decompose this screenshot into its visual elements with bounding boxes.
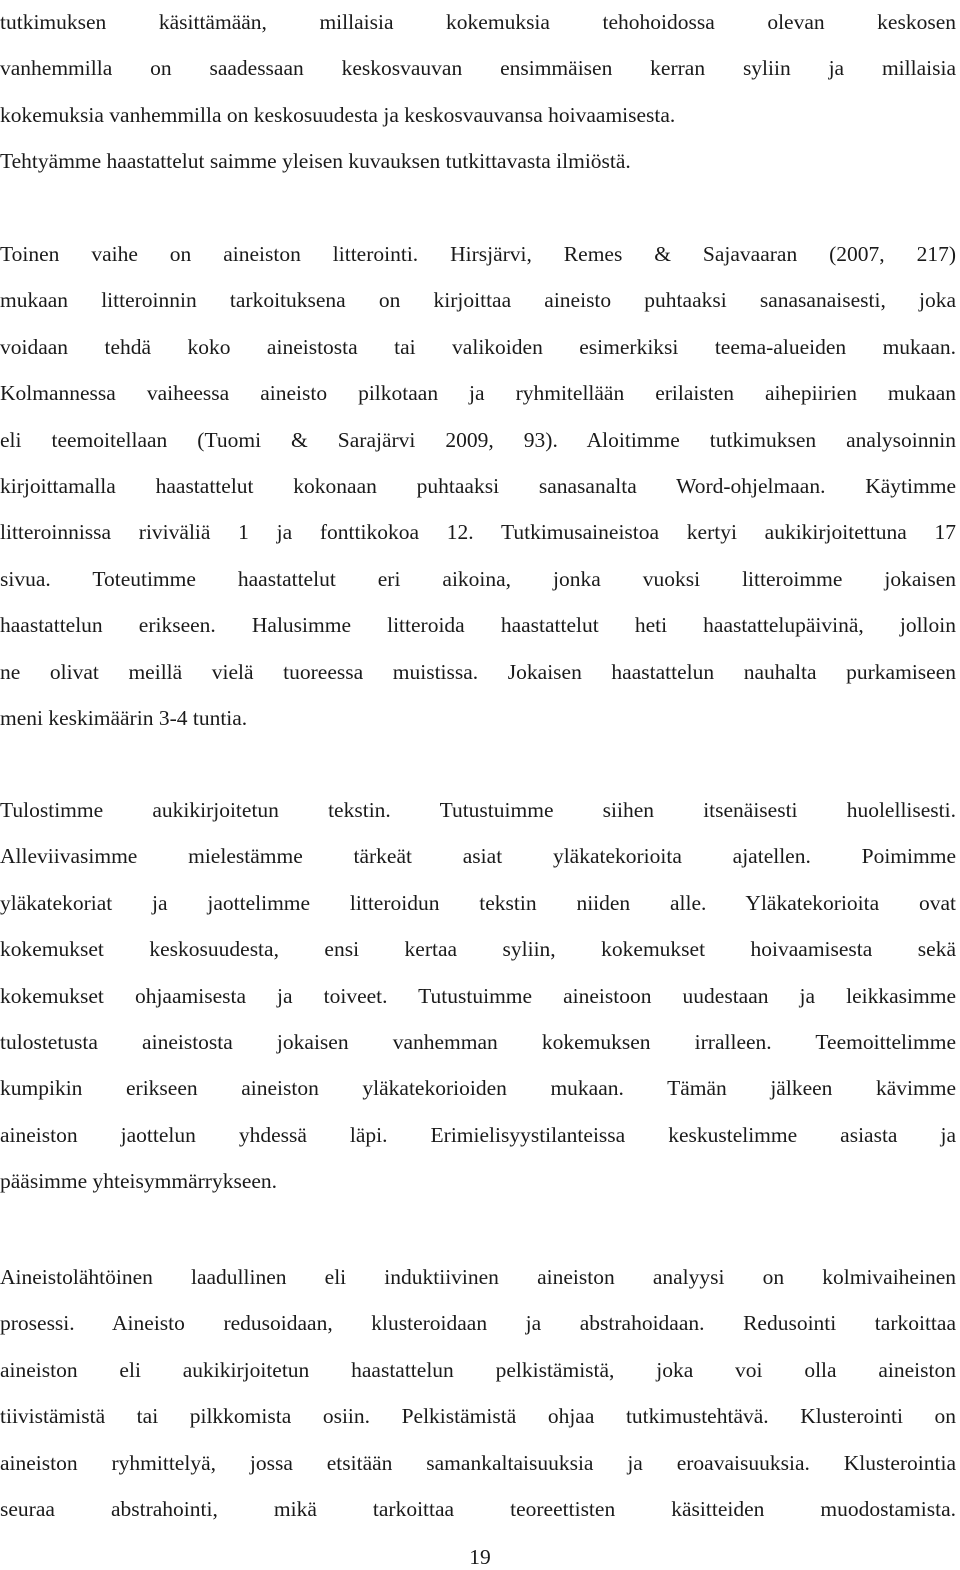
- text-line: voidaan tehdä koko aineistosta tai valikoiden esimerkiksi teema-alueiden mukaan.: [0, 334, 956, 359]
- text-line: Tulostimme aukikirjoitetun tekstin. Tutustuimme siihen itsenäisesti huolellisesti.: [0, 798, 956, 822]
- text-line: kokemukset keskosuudesta, ensi kertaa syliin, kokemukset hoivaamisesta sekä: [0, 937, 956, 962]
- text-line: kokemukset ohjaamisesta ja toiveet. Tutustuimme aineistoon uudestaan ja leikkasimme: [0, 983, 956, 1008]
- text-line: kokemuksia vanhemmilla on keskosuudesta ja keskosvauvansa hoivaamisesta.: [0, 102, 676, 127]
- text-line: kumpikin erikseen aineiston yläkatekorioiden mukaan. Tämän jälkeen kävimme: [0, 1076, 956, 1101]
- text-line: aineiston eli aukikirjoitetun haastattelun pelkistämistä, joka voi olla aineiston: [0, 1357, 956, 1382]
- text-line: tutkimuksen käsittämään, millaisia kokemuksia tehohoidossa olevan keskosen: [0, 10, 956, 34]
- text-line: tiivistämistä tai pilkkomista osiin. Pelkistämistä ohjaa tutkimustehtävä. Klusterointi on: [0, 1404, 956, 1429]
- text-line: yläkatekoriat ja jaottelimme litteroidun tekstin niiden alle. Yläkatekorioita ovat: [0, 890, 956, 915]
- text-line: prosessi. Aineisto redusoidaan, klusteroidaan ja abstrahoidaan. Redusointi tarkoittaa: [0, 1311, 956, 1336]
- text-line: ne olivat meillä vielä tuoreessa muistissa. Jokaisen haastattelun nauhalta purkamiseen: [0, 659, 956, 684]
- text-line: Tehtyämme haastattelut saimme yleisen kuvauksen tutkittavasta ilmiöstä.: [0, 149, 631, 174]
- text-line: Toinen vaihe on aineiston litterointi. Hirsjärvi, Remes & Sajavaaran (2007, 217): [0, 242, 956, 266]
- text-line: haastattelun erikseen. Halusimme litteroida haastattelut heti haastattelupäivinä, jolloin: [0, 613, 956, 638]
- text-line: meni keskimäärin 3-4 tuntia.: [0, 706, 248, 730]
- text-line: sivua. Toteutimme haastattelut eri aikoina, jonka vuoksi litteroimme jokaisen: [0, 566, 956, 591]
- text-line: seuraa abstrahointi, mikä tarkoittaa teoreettisten käsitteiden muodostamista.: [0, 1497, 956, 1521]
- text-line: eli teemoitellaan (Tuomi & Sarajärvi 2009, 93). Aloitimme tutkimuksen analysoinnin: [0, 427, 956, 452]
- text-line: Kolmannessa vaiheessa aineisto pilkotaan ja ryhmitellään erilaisten aihepiirien mukaan: [0, 381, 956, 406]
- text-line: mukaan litteroinnin tarkoituksena on kirjoittaa aineisto puhtaaksi sanasanaisesti, joka: [0, 288, 956, 313]
- text-line: pääsimme yhteisymmärrykseen.: [0, 1169, 278, 1194]
- text-line: tulostetusta aineistosta jokaisen vanhemman kokemuksen irralleen. Teemoittelimme: [0, 1030, 956, 1054]
- page-number: 19: [469, 1545, 491, 1569]
- text-line: kirjoittamalla haastattelut kokonaan puhtaaksi sanasanalta Word-ohjelmaan. Käytimme: [0, 474, 956, 498]
- text-line: vanhemmilla on saadessaan keskosvauvan ensimmäisen kerran syliin ja millaisia: [0, 56, 956, 81]
- text-line: aineiston jaottelun yhdessä läpi. Erimielisyystilanteissa keskustelimme asiasta ja: [0, 1122, 956, 1147]
- text-line: litteroinnissa riviväliä 1 ja fonttikokoa 12. Tutkimusaineistoa kertyi aukikirjoitettuna 17: [0, 520, 956, 545]
- text-line: aineiston ryhmittelyä, jossa etsitään samankaltaisuuksia ja eroavaisuuksia. Klusterointia: [0, 1450, 956, 1475]
- text-line: Aineistolähtöinen laadullinen eli induktiivinen aineiston analyysi on kolmivaiheinen: [0, 1265, 956, 1289]
- text-line: Alleviivasimme mielestämme tärkeät asiat yläkatekorioita ajatellen. Poimimme: [0, 844, 956, 869]
